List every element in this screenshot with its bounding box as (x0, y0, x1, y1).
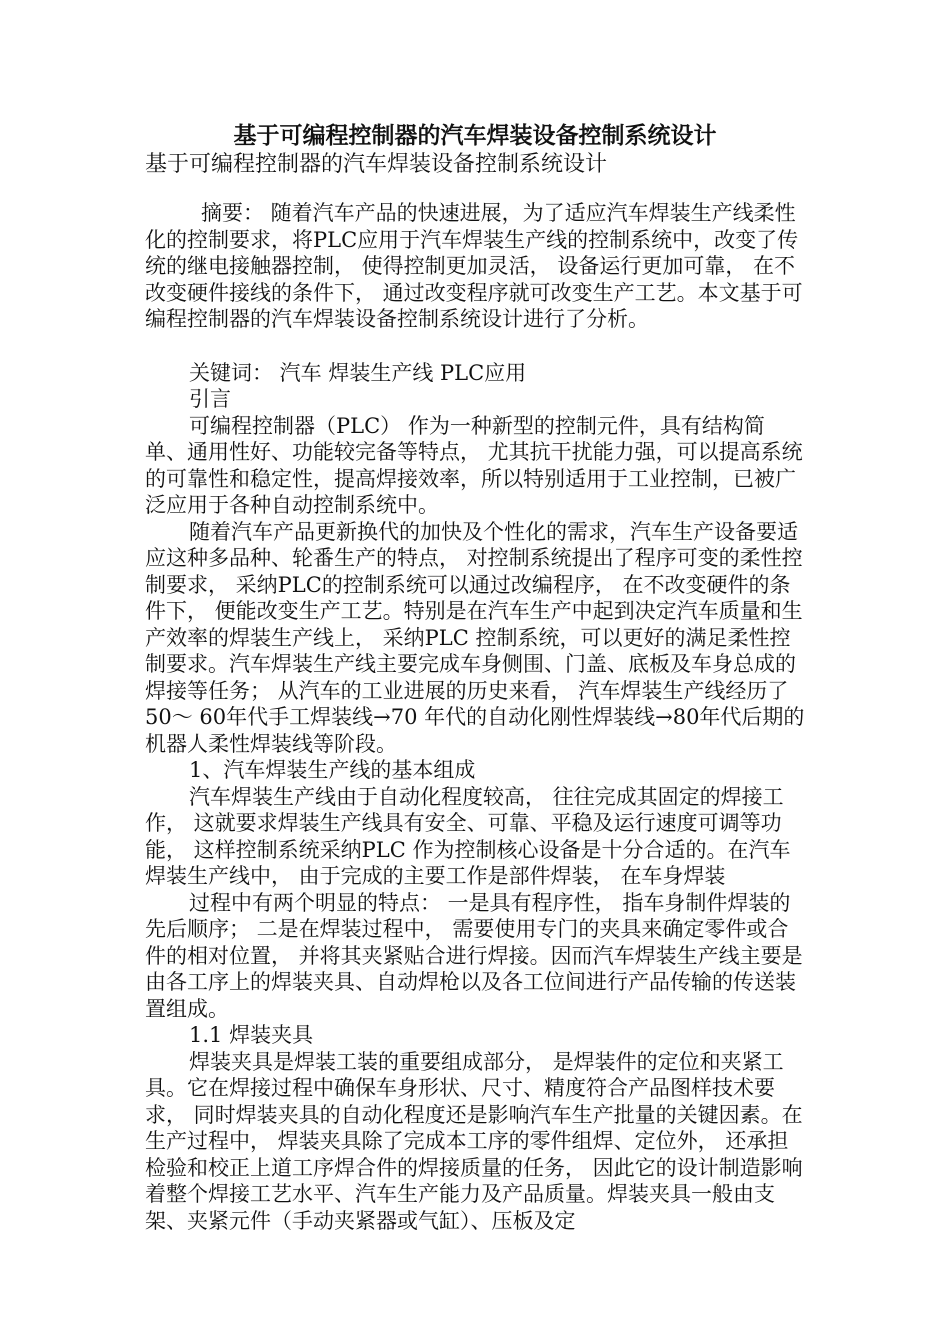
section-1-paragraph-1: 汽车焊装生产线由于自动化程度较高， 往往完成其固定的焊接工作， 这就要求焊装生产线具有安全、可靠、平稳及运行速度可调等功能， 这样控制系统采纳PLC 作为控制核心设备是十分合适的。在汽车焊装生产线中， 由于完成的主要工作是部件焊装， 在车身焊装 (145, 784, 791, 888)
keywords-line: 关键词： 汽车 焊装生产线 PLC应用 (189, 360, 527, 385)
abstract-paragraph: 摘要： 随着汽车产品的快速进展，为了适应汽车焊装生产线柔性化的控制要求，将PLC应用于汽车焊装生产线的控制系统中，改变了传统的继电接触器控制， 使得控制更加灵活， 设备运行更加可靠， 在不改变硬件接线的条件下， 通过改变程序就可改变生产工艺。本文基于可编程控制器的汽车焊装设备控制系统设计进行了分析。 (145, 201, 803, 331)
document-title: 基于可编程控制器的汽车焊装设备控制系统设计 (233, 122, 717, 149)
document-body (145, 200, 805, 1234)
document-subtitle: 基于可编程控制器的汽车焊装设备控制系统设计 (145, 152, 608, 177)
section-1-heading: 1、汽车焊装生产线的基本组成 (189, 758, 476, 782)
intro-paragraph-2: 随着汽车产品更新换代的加快及个性化的需求，汽车生产设备要适应这种多品种、轮番生产的特点， 对控制系统提出了程序可变的柔性控制要求， 采纳PLC的控制系统可以通过改编程序， 在不改变硬件的条件下， 便能改变生产工艺。特别是在汽车生产中起到决定汽车质量和生产效率的焊装生产线上， 采纳PLC 控制系统，可以更好的满足柔性控制要求。汽车焊装生产线主要完成车身侧围、门盖、底板及车身总成的焊接等任务； 从汽车的工业进展的历史来看， 汽车焊装生产线经历了50～ 60年代手工焊装线→70 年代的自动化刚性焊装线→80年代后期的机器人柔性焊装线等阶段。 (145, 519, 805, 756)
intro-paragraph-1: 可编程控制器（PLC） 作为一种新型的控制元件，具有结构简单、通用性好、功能较完备等特点， 尤其抗干扰能力强，可以提高系统的可靠性和稳定性，提高焊接效率，所以特别适用于工业控制，已被广泛应用于各种自动控制系统中。 (145, 413, 803, 517)
intro-heading: 引言 (189, 387, 231, 411)
section-1-1-heading: 1.1 焊装夹具 (189, 1023, 314, 1047)
section-1-1-paragraph: 焊装夹具是焊装工装的重要组成部分， 是焊装件的定位和夹紧工具。它在焊接过程中确保车身形状、尺寸、精度符合产品图样技术要求， 同时焊装夹具的自动化程度还是影响汽车生产批量的关键因素。在生产过程中， 焊装夹具除了完成本工序的零件组焊、定位外， 还承担检验和校正上道工序焊合件的焊接质量的任务， 因此它的设计制造影响着整个焊接工艺水平、汽车生产能力及产品质量。焊装夹具一般由支架、夹紧元件（手动夹紧器或气缸）、压板及定 (145, 1049, 803, 1233)
section-1-paragraph-2: 过程中有两个明显的特点： 一是具有程序性， 指车身制件焊装的先后顺序； 二是在焊装过程中， 需要使用专门的夹具来确定零件或合件的相对位置， 并将其夹紧贴合进行焊接。因而汽车焊装生产线主要是由各工序上的焊装夹具、自动焊枪以及各工位间进行产品传输的传送装置组成。 (145, 890, 803, 1021)
